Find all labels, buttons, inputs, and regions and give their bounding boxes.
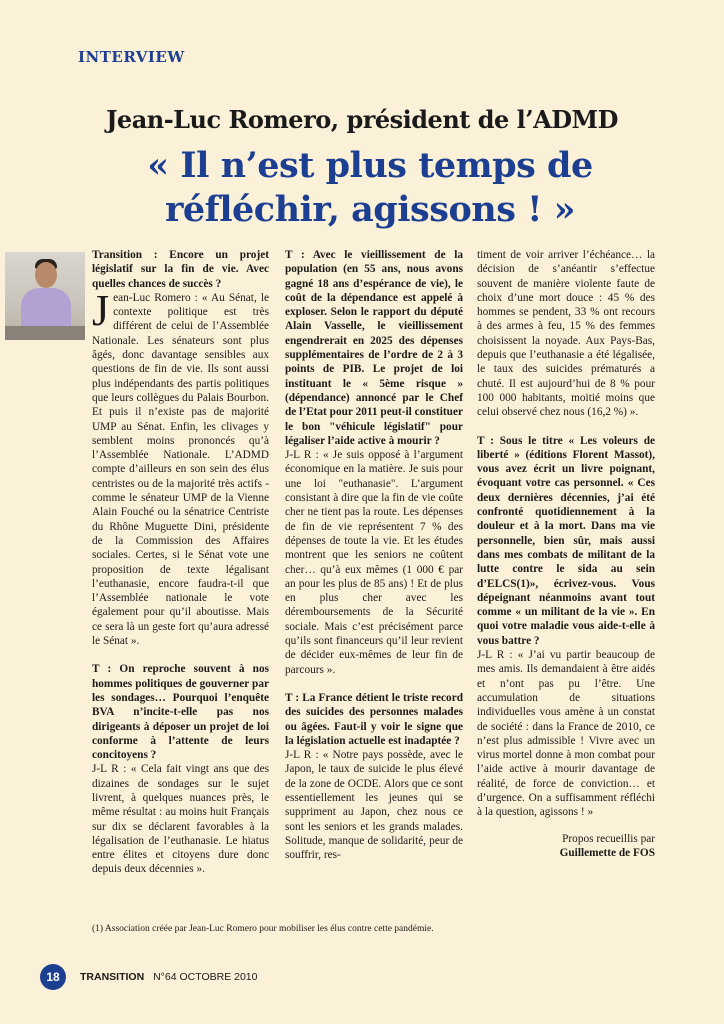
answer-5: J-L R : « J’ai vu partir beaucoup de mes amis. Ils demandaient à être aidés et n’ont pas pu l’être. Une accumulation de situations individuelles vous amène à un constat de société : dans la France de 2010, ce n’est plus admissible ! Vivre avec un virus mortel donne à mon combat pour l’aide active à mourir davantage de réalité, de force de conviction… et d’urgence. On a suffisamment réfléchi à la question, agissons ! » xyxy=(477,649,655,819)
article-subtitle: Jean-Luc Romero, président de l’ADMD xyxy=(106,105,618,134)
answer-4: J-L R : « Notre pays possède, avec le Japon, le taux de suicide le plus élevé de la zone de OCDE. Alors que ce sont essentiellement les jeunes qui se suppriment au Japon, chez nous ce sont les seniors et les grands malades. Solitude, manque de solidarité, peur de souffrir, res- xyxy=(285,749,463,862)
paragraph-gap xyxy=(477,420,655,434)
byline xyxy=(477,832,655,861)
magazine-footer xyxy=(80,971,257,983)
interviewee-photo xyxy=(5,252,85,340)
article-column-2 xyxy=(285,248,463,862)
page-number-badge: 18 xyxy=(40,964,66,990)
article-column-3 xyxy=(477,248,655,860)
drop-cap: J xyxy=(92,285,110,335)
byline-author: Guillemette de FOS xyxy=(559,846,655,859)
question-3: T : Avec le vieillissement de la population (en 55 ans, nous avons gagné 18 ans d’espérance de vie), le coût de la dépendance est appelé à exploser. Selon le rapport du député Alain Vasselle, le vieillissement engendrerait en 2025 des dépenses supplémentaires de l’ordre de 2 à 3 points de PIB. Le projet de loi instituant le « 5ème risque » (dépendance) annoncé par le Chef de l’Etat pour 2011 peut-il constituer le bon "véhicule législatif" pour légaliser l’aide active à mourir ? xyxy=(285,249,463,447)
paragraph-gap xyxy=(92,648,269,662)
answer-2: J-L R : « Cela fait vingt ans que des dizaines de sondages sur le sujet livrent, à quelques nuances près, le même résultat : au moins huit Français sur dix se déclarent favorables à la légalisation de l’euthanasie. Le hiatus entre élites et citoyens dure donc depuis deux décennies ». xyxy=(92,763,269,876)
answer-4-continued: timent de voir arriver l’échéance… la décision de s’anéantir s’effectue souvent de manière violente faute de choix d’une mort douce : 45 % des hommes se pendent, 33 % ont recours à des armes à feu, 15 % des femmes choisissent la noyade. Aux Pays-Bas, depuis que l’euthanasie a été légalisée, le taux des suicides prématurés a chuté. Il est aujourd’hui de 8 % pour 100 000 habitants, moitié moins que celui observé chez nous (16,2 %) ». xyxy=(477,249,655,419)
question-1: Transition : Encore un projet législatif sur la fin de vie. Avec quelles chances de succès ? xyxy=(92,249,269,290)
magazine-name: TRANSITION xyxy=(80,971,145,983)
footnote: (1) Association créée par Jean-Luc Romero pour mobiliser les élus contre cette pandémie. xyxy=(92,924,434,934)
question-5: T : Sous le titre « Les voleurs de liberté » (éditions Florent Massot), vous avez écrit un livre poignant, évoquant votre cas personnel. « Ces deux dernières décennies, j’ai été confronté quotidiennement à la douleur et à la mort. Dans ma vie personnelle, bien sûr, mais aussi dans mes combats de militant de la lutte contre le sida au sein d’ELCS(1)», écrivez-vous. Vous dépeignant néanmoins avant tout comme « un militant de la vie ». En quoi votre maladie vous aide-t-elle à vous battre ? xyxy=(477,434,655,647)
issue-info: N°64 OCTOBRE 2010 xyxy=(153,971,258,983)
section-kicker: INTERVIEW xyxy=(78,48,185,66)
photo-desk xyxy=(5,326,85,340)
photo-head xyxy=(35,262,57,288)
question-2: T : On reproche souvent à nos hommes politiques de gouverner par les sondages… Pourquoi l’enquête BVA n’incite-t-elle pas nos dirigeants à déposer un projet de loi conforme à l’attente de leurs concitoyens ? xyxy=(92,663,269,762)
paragraph-gap xyxy=(285,677,463,691)
byline-label: Propos recueillis par xyxy=(562,832,655,845)
answer-3: J-L R : « Je suis opposé à l’argument économique en la matière. Je suis pour une loi "euthanasie". L’argument consistant à dire que la fin de vie coûte cher ne tient pas la route. Les dépenses de fin de vie représentent 7 % des dépenses de toute la vie. Et les études montrent que les seniors ne coûtent cher… qu’à eux mêmes (1 000 € par an pour les plus de 85 ans) ! Et de plus en plus cher avec les déremboursements de la Sécurité sociale. Mais c’est précisément parce qu’ils sont financeurs qu’il leur revient de décider eux-mêmes de leur fin de parcours ». xyxy=(285,449,463,676)
answer-1-text: ean-Luc Romero : « Au Sénat, le contexte politique est très différent de celui de l’Assemblée Nationale. Les sénateurs sont plus âgés, donc davantage sensibles aux questions de fin de vie. Ils sont aussi plus indépendants des partis politiques que leurs collègues du Palais Bourbon. Et puis il n’existe pas de majorité UMP au Sénat. Enfin, les clivages y semblent moins prononcés qu’à l’Assemblée Nationale. L’ADMD compte d’ailleurs en son sein des élus centristes ou de la majorité très actifs - comme le sénateur UMP de la Vienne Alain Fouché ou la sénatrice Centriste du Rhône Muguette Dini, présidente de la Commission des Affaires sociales. Certes, si le Sénat vote une proposition de texte légalisant l’euthanasie, encore faudra-t-il que l’Assemblée nationale le vote également pour qu’il aboutisse. Mais ce sera là un geste fort qu’aura adressé le Sénat ». xyxy=(92,291,269,648)
question-4: T : La France détient le triste record des suicides des personnes malades ou âgées. Faut-il y voir le signe que la législation actuelle est inadaptée ? xyxy=(285,691,463,747)
article-headline: « Il n’est plus temps de réfléchir, agissons ! » xyxy=(147,145,593,230)
answer-1 xyxy=(92,285,269,648)
article-column-1 xyxy=(92,248,269,877)
